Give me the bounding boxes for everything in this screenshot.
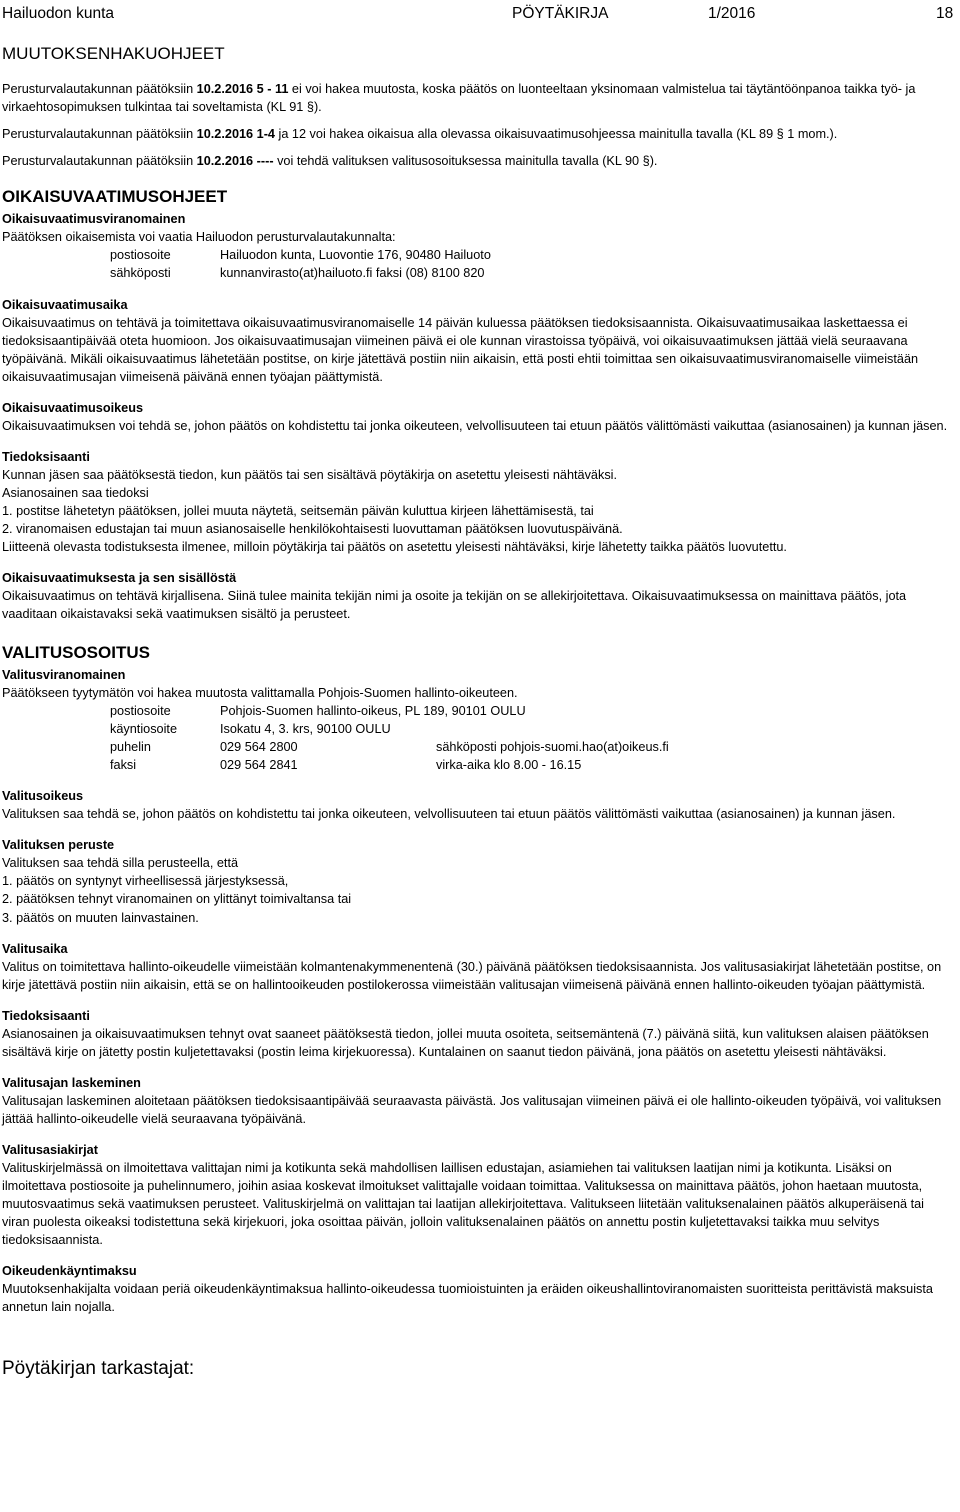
contact-label: käyntiosoite — [110, 722, 177, 737]
oikaisu-viranomainen-text: Päätöksen oikaisemista voi vaatia Hailuodon perusturvalautakunnalta: — [2, 230, 396, 245]
municipality-name: Hailuodon kunta — [2, 5, 115, 22]
contact-label: postiosoite — [110, 704, 171, 719]
peruste-line-2: 1. päätös on syntynyt virheellisessä järjestyksessä, — [2, 874, 289, 889]
oikaisu-contact-info — [110, 246, 954, 282]
peruste-line-1: Valituksen saa tehdä silla perusteella, että — [2, 856, 239, 871]
valitus-tiedoksisaanti-heading: Tiedoksisaanti — [2, 1008, 90, 1023]
tiedoksisaanti-line-2: Asianosainen saa tiedoksi — [2, 485, 149, 500]
document-page — [2, 0, 954, 1383]
decision-note-3: Perusturvalautakunnan päätöksiin 10.2.2016 ---- voi tehdä valituksen valitusosoituksessa mainitulla tavalla (KL 90 §). — [2, 154, 658, 169]
tiedoksisaanti-line-4: 2. viranomaisen edustajan tai muun asianosaiselle henkilökohtaisesti luovuttaman päätöksen luovutuspäivänä. — [2, 521, 623, 536]
contact-extra: virka-aika klo 8.00 - 16.15 — [436, 758, 582, 773]
decision-note-2: Perusturvalautakunnan päätöksiin 10.2.2016 1-4 ja 12 voi hakea oikaisua alla olevassa oikaisuvaatimusohjeessa mainitulla tavalla (KL 89 § 1 mom.). — [2, 127, 838, 142]
oikaisuvaatimusaika-text: Oikaisuvaatimus on tehtävä ja toimitettava oikaisuvaatimusviranomaiselle 14 päivän kuluessa päätöksen tiedoksisaannista. Oikaisuvaatimusaikaa laskettaessa ei tiedoksisaantipäivää oteta huomioon. Jos oikaisuvaatimusajan viimeinen päivä ei ole kunnan virastoissa työpäivä, voi oikaisuvaatimuksen jättää vielä seuraavana työpäivänä. Mikäli oikaisuvaatimus lähetetään postitse, on kirje jätettävä postiin niin aikaisin, että posti ehtii toimittaa sen oikaisuvaatimusviranomaiselle viimeistään oikaisuvaatimusajan viimeisenä päivänä ennen työajan päättymistä. — [2, 315, 919, 384]
page-number: 18 — [936, 5, 954, 22]
tiedoksisaanti-line-3: 1. postitse lähetetyn päätöksen, jollei muuta näytetä, seitsemän päivän kuluttua kirjeen lähettämisestä, tai — [2, 503, 594, 518]
sahkoposti-label: sähköposti — [110, 266, 171, 281]
oikeudenkayntimaksu-text: Muutoksenhakijalta voidaan periä oikeudenkäyntimaksua hallinto-oikeudessa tuomioistuinten ja eräiden oikeushallintoviranomaisten suoritteista perittävistä maksuista annetun lain nojalla. — [2, 1282, 933, 1315]
postiosoite-value: Hailuodon kunta, Luovontie 176, 90480 Hailuoto — [220, 248, 491, 263]
contact-value: 029 564 2841 — [220, 758, 298, 773]
oikaisu-sisalto-text: Oikaisuvaatimus on tehtävä kirjallisena. Siinä tulee mainita tekijän nimi ja osoite ja tekijän on se allekirjoitettava. Oikaisuvaatimuksessa on mainittava päätös, jota vaaditaan oikaistavaksi sekä vaatimuksen sisältö ja perusteet. — [2, 588, 907, 621]
valituksen-peruste-heading: Valituksen peruste — [2, 838, 115, 853]
valitusajan-laskeminen-heading: Valitusajan laskeminen — [2, 1075, 141, 1090]
poytakirjan-tarkastajat: Pöytäkirjan tarkastajat: — [2, 1358, 195, 1380]
valitusaika-heading: Valitusaika — [2, 941, 68, 956]
oikaisuvaatimusohjeet-title: OIKAISUVAATIMUSOHJEET — [2, 187, 228, 207]
oikaisuvaatimusoikeus-text: Oikaisuvaatimuksen voi tehdä se, johon päätös on kohdistettu tai jonka oikeuteen, velvollisuuteen tai etuun päätös välittömästi vaikuttaa (asianosainen) ja kunnan jäsen. — [2, 418, 948, 433]
valitusoikeus-text: Valituksen saa tehdä se, johon päätös on kohdistettu tai jonka oikeuteen, velvollisuuteen tai etuun päätös välittömästi vaikuttaa (asianosainen) ja kunnan jäsen. — [2, 807, 896, 822]
document-number: 1/2016 — [708, 5, 756, 22]
contact-value: Isokatu 4, 3. krs, 90100 OULU — [220, 722, 391, 737]
decision-note-1: Perusturvalautakunnan päätöksiin 10.2.2016 5 - 11 ei voi hakea muutosta, koska päätös on luonteeltaan yksinomaan valmistelua tai täytäntöönpanoa taikka työ- ja virkaehtosopimuksen tulkintaa tai soveltamista (KL 91 §). — [2, 82, 916, 115]
valitusosoitus-title: VALITUSOSOITUS — [2, 643, 150, 662]
muutoksenhakuohjeet-title: MUUTOKSENHAKUOHJEET — [2, 44, 225, 63]
contact-label: puhelin — [110, 740, 151, 755]
document-type: PÖYTÄKIRJA — [512, 5, 609, 22]
contact-value: 029 564 2800 — [220, 740, 298, 755]
valitus-contact-info — [110, 702, 954, 774]
valitusajan-laskeminen-text: Valitusajan laskeminen aloitetaan päätöksen tiedoksisaantipäivää seuraavasta päivästä. Jos valitusajan viimeinen päivä ei ole hallinto-oikeuden työpäivä, voi valituksen jättää hallinto-oikeudelle vielä seuraavana työpäivänä. — [2, 1093, 942, 1126]
sahkoposti-value: kunnanvirasto(at)hailuoto.fi faksi (08) 8100 820 — [220, 266, 485, 281]
oikeudenkayntimaksu-heading: Oikeudenkäyntimaksu — [2, 1264, 137, 1278]
valitusviranomainen-text: Päätökseen tyytymätön voi hakea muutosta valittamalla Pohjois-Suomen hallinto-oikeuteen. — [2, 686, 518, 701]
valitusasiakirjat-heading: Valitusasiakirjat — [2, 1142, 98, 1157]
contact-extra: sähköposti pohjois-suomi.hao(at)oikeus.fi — [436, 740, 669, 755]
tiedoksisaanti-extra: Liitteenä olevasta todistuksesta ilmenee, milloin pöytäkirja tai päätös on asetettu yleisesti nähtäväksi, kirje lähetetty taikka päätös luovutettu. — [2, 539, 787, 554]
contact-label: faksi — [110, 758, 137, 773]
oikaisuvaatimusoikeus-heading: Oikaisuvaatimusoikeus — [2, 400, 144, 415]
peruste-line-3: 2. päätöksen tehnyt viranomainen on ylittänyt toimivaltansa tai — [2, 892, 352, 907]
oikaisu-sisalto-heading: Oikaisuvaatimuksesta ja sen sisällöstä — [2, 570, 237, 585]
tiedoksisaanti-line-1: Kunnan jäsen saa päätöksestä tiedon, kun päätös tai sen sisältävä pöytäkirja on asetettu yleisesti nähtäväksi. — [2, 467, 618, 482]
postiosoite-label: postiosoite — [110, 248, 171, 263]
valitusaika-text: Valitus on toimitettava hallinto-oikeudelle viimeistään kolmantenakymmenentenä (30.) päivänä päätöksen tiedoksisaannista. Jos valitusasiakirjat lähetetään postitse, on kirje jätettävä postiin niin aikaisin, että se on hallintooikeuden postilokerossa viimeistään valitusajan viimeisenä päivänä ennen hallinto-oikeuden työajan päättymistä. — [2, 959, 942, 992]
oikaisuvaatimusaika-heading: Oikaisuvaatimusaika — [2, 297, 128, 312]
valitusoikeus-heading: Valitusoikeus — [2, 789, 84, 804]
oikaisu-viranomainen-heading: Oikaisuvaatimusviranomainen — [2, 212, 186, 227]
page-header — [2, 0, 954, 30]
peruste-line-4: 3. päätös on muuten lainvastainen. — [2, 910, 199, 925]
valitusviranomainen-heading: Valitusviranomainen — [2, 668, 126, 683]
valitus-tiedoksisaanti-text: Asianosainen ja oikaisuvaatimuksen tehnyt ovat saaneet päätöksestä tiedon, jollei muuta osoiteta, seitsemäntenä (7.) päivänä siitä, kun valituksen alaisen päätöksen sisältävä kirje on jätetty postin kuljetettavaksi (postin leima kirjekuoressa). Kuntalainen on saanut tiedon päivänä, jona päätös on asetettu yleisesti nähtäväksi. — [2, 1026, 929, 1059]
oikaisu-tiedoksisaanti-heading: Tiedoksisaanti — [2, 449, 90, 464]
contact-value: Pohjois-Suomen hallinto-oikeus, PL 189, 90101 OULU — [220, 704, 526, 719]
valitusasiakirjat-text: Valituskirjelmässä on ilmoitettava valittajan nimi ja kotikunta sekä mahdollisen laillisen edustajan, asiamiehen tai valituksen laatijan nimi ja kotikunta. Lisäksi on ilmoitettava postiosoite ja puhelinnumero, joihin asiaa koskevat ilmoitukset valittajalle voidaan toimittaa. Valituksessa on mainittava päätös, johon haetaan muutosta, muutosvaatimus sekä vaatimuksen perusteet. Valituskirjelmä on valittajan tai laatijan allekirjoitettava. Valitukseen liitetään valituksenalainen päätös alkuperäisenä tai viran puolesta oikeaksi todistettuna sekä kirjekuori, joka osoittaa päivän, jolloin valituksenalainen päätös on annettu postin kuljetettavaksi taikka muu selvitys tiedoksisaannista. — [2, 1160, 924, 1247]
